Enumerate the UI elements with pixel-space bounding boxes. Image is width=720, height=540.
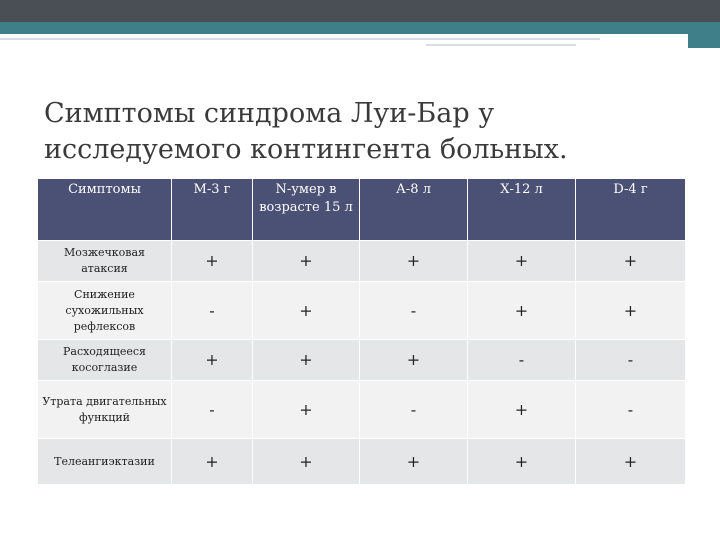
symptom-cell: Расходящееся косоглазие xyxy=(38,340,172,381)
decorative-line xyxy=(0,38,600,40)
table-row xyxy=(38,282,686,340)
value-cell: - xyxy=(360,282,468,340)
top-accent-bar xyxy=(0,22,720,34)
corner-accent xyxy=(688,22,720,48)
value-cell: + xyxy=(172,340,253,381)
value-cell: - xyxy=(468,340,576,381)
value-cell: + xyxy=(360,439,468,485)
value-cell: + xyxy=(253,340,360,381)
slide-title: Симптомы синдрома Луи-Бар у исследуемого контингента больных. xyxy=(44,98,568,165)
table-row xyxy=(38,439,686,485)
value-cell: + xyxy=(172,241,253,282)
header-cell: А-8 л xyxy=(360,179,468,241)
header-row xyxy=(38,179,686,241)
value-cell: - xyxy=(360,381,468,439)
value-cell: + xyxy=(576,282,686,340)
value-cell: - xyxy=(576,381,686,439)
value-cell: + xyxy=(253,241,360,282)
value-cell: + xyxy=(253,439,360,485)
value-cell: + xyxy=(468,241,576,282)
symptoms-table xyxy=(37,178,686,485)
header-cell: М-3 г xyxy=(172,179,253,241)
table-row xyxy=(38,381,686,439)
value-cell: + xyxy=(576,439,686,485)
value-cell: - xyxy=(172,381,253,439)
table-row xyxy=(38,241,686,282)
symptom-cell: Телеангиэктазии xyxy=(38,439,172,485)
value-cell: + xyxy=(172,439,253,485)
value-cell: + xyxy=(253,282,360,340)
symptom-cell: Снижение сухожильных рефлексов xyxy=(38,282,172,340)
value-cell: + xyxy=(253,381,360,439)
symptom-cell: Мозжечковая атаксия xyxy=(38,241,172,282)
header-cell: D-4 г xyxy=(576,179,686,241)
header-cell: N-умер в возрасте 15 л xyxy=(253,179,360,241)
decorative-line xyxy=(426,44,576,46)
symptom-cell: Утрата двигательных функций xyxy=(38,381,172,439)
top-bar xyxy=(0,0,720,22)
value-cell: + xyxy=(360,340,468,381)
value-cell: + xyxy=(468,381,576,439)
header-cell: Симптомы xyxy=(38,179,172,241)
value-cell: + xyxy=(468,439,576,485)
header-cell: Х-12 л xyxy=(468,179,576,241)
value-cell: + xyxy=(576,241,686,282)
value-cell: - xyxy=(576,340,686,381)
value-cell: + xyxy=(360,241,468,282)
value-cell: - xyxy=(172,282,253,340)
table-row xyxy=(38,340,686,381)
value-cell: + xyxy=(468,282,576,340)
